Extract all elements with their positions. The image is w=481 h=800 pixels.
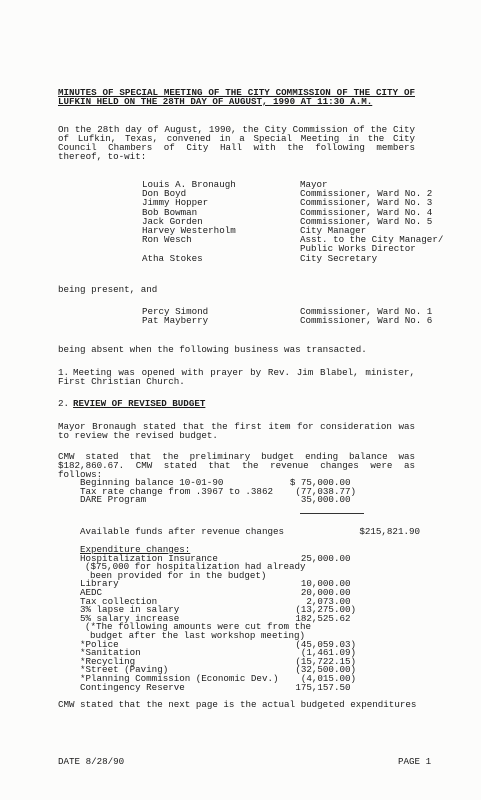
expenditure-amount: (15,722.15) [295, 655, 356, 667]
expenditure-label: Library [80, 578, 119, 590]
agenda-item-1 [58, 368, 415, 386]
member-row [142, 235, 446, 253]
present-note: being present, and [58, 284, 158, 295]
revenue-amount: (77,038.77) [295, 485, 356, 497]
revenue-label: Tax rate change from .3967 to .3862 [80, 485, 273, 497]
member-title: Commissioner, Ward No. 5 [300, 215, 433, 227]
member-title: City Manager [300, 225, 367, 237]
member-title: Mayor [300, 179, 328, 190]
expenditure-row [80, 681, 356, 693]
absent-members-list [142, 307, 446, 325]
expenditure-amount: (4,015.00) [300, 672, 356, 684]
expenditure-label: AEDC [80, 586, 103, 598]
expenditure-label: Tax collection [80, 595, 158, 607]
member-title: Commissioner, Ward No. 2 [300, 188, 433, 200]
revenue-amount: 35,000.00 [300, 494, 351, 506]
available-funds-label: Available funds after revenue changes [80, 526, 284, 537]
expenditure-amount: 10,000.00 [300, 578, 351, 590]
minutes-title: MINUTES OF SPECIAL MEETING OF THE CITY COMMISSION OF THE CITY OF LUFKIN HELD ON THE 28TH DAY OF AUGUST, 1990 AT 11:30 A.M. [58, 87, 415, 107]
member-name: Don Boyd [142, 188, 187, 200]
revenue-label: Beginning balance 10-01-90 [80, 477, 224, 488]
member-name: Atha Stokes [142, 252, 203, 264]
member-title: Commissioner, Ward No. 1 [300, 306, 433, 317]
member-title: Commissioner, Ward No. 4 [300, 206, 433, 218]
item-heading: REVIEW OF REVISED BUDGET [73, 398, 206, 409]
member-row [142, 316, 446, 325]
absent-note: being absent when the following business was transacted. [58, 344, 367, 355]
agenda-item-2-heading [58, 399, 415, 408]
member-row [142, 254, 446, 263]
expenditure-note: (*The following amounts were cut from the budget after the last workshop meeting) [85, 621, 312, 641]
member-name: Pat Mayberry [142, 315, 209, 327]
member-title: Commissioner, Ward No. 6 [300, 315, 433, 327]
member-title: Asst. to the City Manager/ Public Works Director [300, 234, 444, 255]
expenditure-amount: (45,059.03) [295, 638, 356, 650]
expenditure-amount: 20,000.00 [300, 586, 351, 598]
revenue-amount: $ 75,000.00 [289, 477, 351, 488]
expenditure-note: ($75,000 for hospitalization had already been provided for in the budget) [85, 561, 306, 581]
member-name: Bob Bowman [142, 206, 198, 218]
present-members-list [142, 180, 446, 263]
member-name: Louis A. Bronaugh [142, 179, 236, 190]
expenditure-changes-table [80, 546, 356, 692]
expenditure-label: *Recycling [80, 655, 136, 667]
expenditure-amount: (13,275.00) [295, 604, 356, 616]
expenditure-label: 5% salary increase [80, 612, 180, 624]
expenditure-row [80, 612, 356, 624]
available-funds-amount: $215,821.90 [359, 526, 420, 537]
mayor-statement: Mayor Bronaugh stated that the first item for consideration was to review the revised budget. [58, 421, 415, 441]
revenue-changes-table [80, 479, 356, 505]
member-name: Harvey Westerholm [142, 225, 236, 237]
revenue-statement: CMW stated that the preliminary budget ending balance was $182,860.67. CMW stated that the revenue changes were as follows: [58, 451, 415, 480]
expenditure-amount: 175,157.50 [295, 681, 351, 693]
expenditure-label: *Sanitation [80, 647, 141, 659]
page-number: PAGE 1 [398, 756, 432, 767]
item-number: 2. [58, 398, 70, 409]
footer-date: DATE 8/28/90 [58, 756, 125, 767]
item-number: 1. [58, 367, 70, 378]
available-funds-row [80, 528, 420, 537]
expenditure-amount: 25,000.00 [300, 552, 351, 564]
expenditure-row [80, 552, 356, 564]
expenditure-label: Hospitalization Insurance [80, 552, 218, 564]
expenditure-amount: (1,461.09) [300, 647, 356, 659]
expenditure-label: *Planning Commission (Economic Dev.) [80, 672, 279, 684]
expenditure-amount: 2,073.00 [306, 595, 351, 607]
item-text: Meeting was opened with prayer by Rev. Jim Blabel, minister, First Christian Church. [58, 367, 415, 387]
member-title: City Secretary [300, 252, 378, 264]
revenue-label: DARE Program [80, 494, 147, 506]
member-name: Percy Simond [142, 306, 209, 317]
expenditure-label: Contingency Reserve [80, 681, 185, 693]
intro-paragraph: On the 28th day of August, 1990, the City Commission of the City of Lufkin, Texas, convened in a Special Meeting in the City Council Chambers of City Hall with the following members thereof, to-wit: [58, 124, 415, 162]
member-name: Jack Gorden [142, 215, 203, 227]
expenditure-heading: Expenditure changes: [80, 544, 191, 555]
member-name: Jimmy Hopper [142, 197, 209, 209]
expenditure-label: *Street (Paving) [80, 664, 169, 676]
subtotal-rule [300, 513, 364, 514]
expenditure-label: *Police [80, 638, 119, 650]
expenditure-amount: (32,500.00) [295, 664, 356, 676]
member-name: Ron Wesch [142, 234, 192, 246]
revenue-row [80, 496, 356, 505]
expenditure-label: 3% lapse in salary [80, 604, 180, 616]
member-title: Commissioner, Ward No. 3 [300, 197, 433, 209]
closing-statement: CMW stated that the next page is the actual budgeted expenditures [58, 699, 417, 710]
expenditure-amount: 182,525.62 [295, 612, 351, 624]
